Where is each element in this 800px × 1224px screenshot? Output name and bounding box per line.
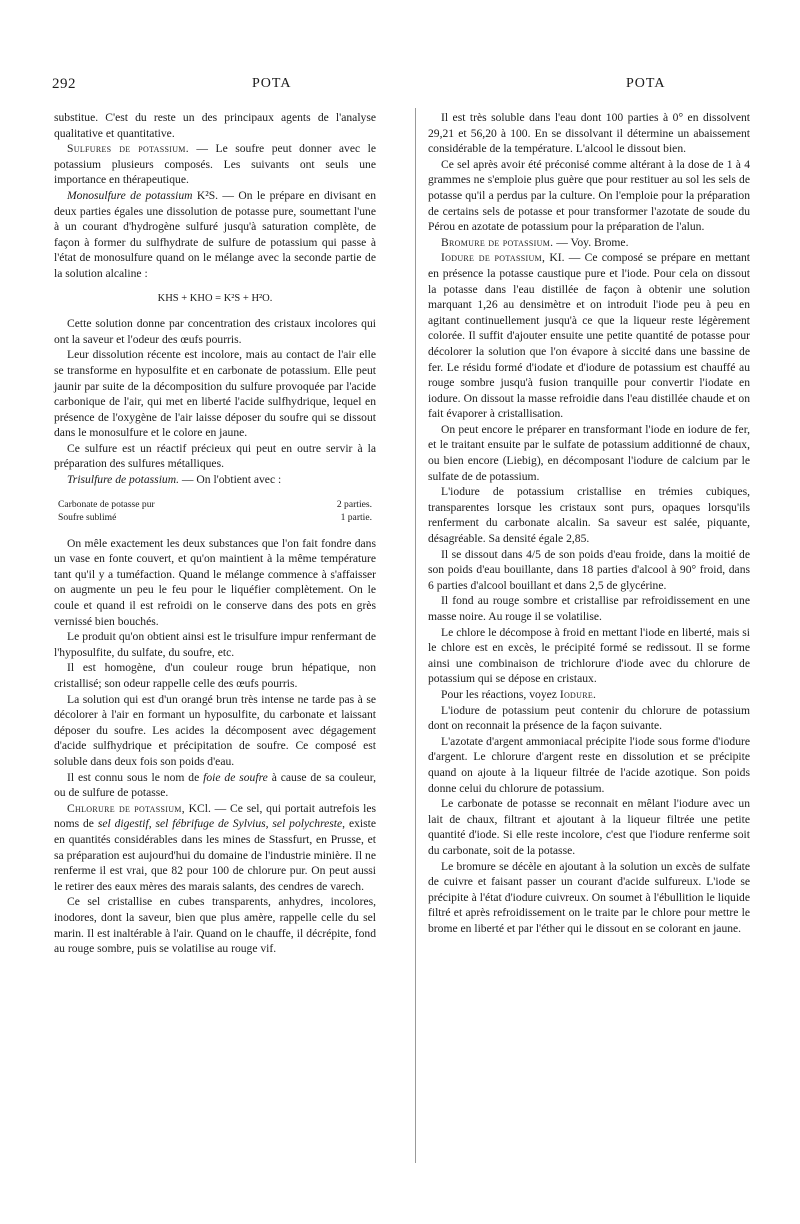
chemical-equation: KHS + KHO = K²S + H²O. bbox=[157, 292, 273, 304]
entry-sulfures bbox=[54, 141, 376, 188]
paragraph: Ce sel cristallise en cubes transparents, anhydres, incolores, inodores, dont la saveur, bien que plus amère, rappelle celle du sel marin. Il est inaltérable à l'air. Quand on le chauffe, il décrépite, fond au rouge sombre, puis se volatilise au rouge vif. bbox=[54, 895, 376, 956]
entry-text: KCl. — Ce sel, qui portait autrefois les noms de bbox=[54, 801, 376, 831]
column-divider bbox=[415, 108, 416, 1163]
left-column bbox=[54, 110, 376, 957]
entry-monosulfure bbox=[54, 188, 376, 282]
paragraph: L'azotate d'argent ammoniacal précipite l'iode sous forme d'iodure d'argent. Le chlorure d'argent reste en dissolution et se précipite quand on ajoute à la liqueur filtrée de l'acide azotique. Son poids donne celui du chlorure de potassium. bbox=[428, 734, 750, 795]
entry-text: , existe en quantités considérables dans les mines de Stassfurt, en Prusse, et sa préparation est aujourd'hui du domaine de l'industrie minière. Il ne renferme il est vrai, que 82 pour 100 de chlorure pur. On peut aussi le retirer des eaux mères des marais salants, des cendres de varech. bbox=[54, 817, 376, 893]
paragraph-reactions bbox=[428, 687, 750, 703]
paragraph: Il se dissout dans 4/5 de son poids d'eau froide, dans la moitié de son poids d'eau bouillante, dans 18 parties d'alcool à 90° froid, dans 6 parties d'alcool bouillant et dans 2,5 de glycérine. bbox=[428, 547, 750, 592]
recipe-quantity: 2 parties. bbox=[336, 498, 372, 510]
text-span: Pour les réactions, voyez bbox=[441, 687, 560, 701]
recipe-table bbox=[54, 498, 376, 524]
paragraph: Il est homogène, d'un couleur rouge brun hépatique, non cristallisé; son odeur rappelle celle des œufs pourris. bbox=[54, 661, 376, 690]
recipe-row bbox=[54, 498, 376, 511]
paragraph: Le produit qu'on obtient ainsi est le trisulfure impur renfermant de l'hyposulfite, du sulfate, du soufre, etc. bbox=[54, 630, 376, 659]
paragraph: Il fond au rouge sombre et cristallise par refroidissement en une masse noire. Au rouge il se volatilise. bbox=[428, 594, 750, 623]
emphasis-term: foie de soufre bbox=[203, 770, 268, 784]
entry-text: — Voy. Brome. bbox=[553, 235, 629, 249]
recipe-row bbox=[54, 511, 376, 524]
paragraph: Leur dissolution récente est incolore, mais au contact de l'air elle se transforme en hyposulfite et en carbonate de potassium. Elle peut jaunir par suite de la décomposition du sulfure provoquée par l'acide carbonique de l'air, qui met en liberté l'acide sulfhydrique, lequel en présence de l'oxygène de l'air laisse déposer du soufre qui se dissout dans le monosulfure et le colore en jaune. bbox=[54, 348, 376, 440]
entry-text: — On le prépare en divisant en deux parties égales une dissolution de potasse pure, soumettant l'une à un courant d'hydrogène sulfuré jusqu'à saturation complète, de façon à former du sulfhydrate de sulfure de potassium qui passe à l'état de monosulfure quand on le mélange avec la seconde partie de la solution alcaline : bbox=[54, 188, 376, 280]
paragraph: La solution qui est d'un orangé brun très intense ne tarde pas à se décolorer à l'air en formant un hyposulfite, du carbonate et laissant déposer du soufre. Les acides la décomposent avec dégagement d'acide sulfhydrique et précipitation de soufre. Ce composé est soluble dans deux fois son poids d'eau. bbox=[54, 692, 376, 768]
paragraph: L'iodure de potassium peut contenir du chlorure de potassium dont on reconnait la présence de la façon suivante. bbox=[428, 703, 750, 733]
paragraph: Le carbonate de potasse se reconnait en mêlant l'iodure avec un lait de chaux, filtrant et ajoutant à la liqueur filtrée une petite quantité d'iode. Si elle reste incolore, c'est que l'iodure renferme soit du carbonate, soit de la potasse. bbox=[428, 797, 750, 857]
paragraph: Le chlore le décompose à froid en mettant l'iode en liberté, mais si le chlore est en excès, le précipité formé se redissout. Il se forme ainsi une combinaison de trichlorure d'iode avec du chlorure de potassium qui se dépose en cristaux. bbox=[428, 625, 750, 686]
entry-trisulfure bbox=[54, 472, 376, 488]
paragraph: On peut encore le préparer en transformant l'iode en iodure de fer, et le traitant ensuite par le sulfate de potassium additionné de chaux, ou bien encore (Liebig), en décomposant l'iodure de calcium par le sulfate de de potassium. bbox=[428, 422, 750, 483]
paragraph: Ce sulfure est un réactif précieux qui peut en outre servir à la préparation des sulfures métalliques. bbox=[54, 441, 376, 471]
paragraph: Le bromure se décèle en ajoutant à la solution un excès de sulfate de cuivre et faisant passer un courant d'acide sulfureux. L'iode se précipite à l'état d'iodure cuivreux. On soumet à l'ébullition le liquide filtré et après refroidissement on le traite par le chlore pour mettre le brome en liberté et par l'éther qui le dissout en se colorant en jaune. bbox=[428, 859, 750, 935]
cross-reference: Iodure. bbox=[559, 687, 597, 701]
entry-chlorure bbox=[54, 801, 376, 895]
page-number: 292 bbox=[52, 76, 76, 92]
paragraph-foie bbox=[54, 770, 376, 801]
recipe-ingredient: Soufre sublimé bbox=[58, 511, 117, 523]
running-head-left: POTA bbox=[252, 76, 292, 91]
running-head-right: POTA bbox=[626, 76, 666, 91]
paragraph: L'iodure de potassium cristallise en trémies cubiques, transparentes lorsque les cristaux sont purs, opaques lorsqu'ils renferment du carbonate alcalin. Sa saveur est salée, piquante, désagréable. Sa densité égale 2,85. bbox=[428, 485, 750, 546]
chemical-formula: K²S. bbox=[192, 188, 219, 202]
paragraph: substitue. C'est du reste un des principaux agents de l'analyse qualitative et quantitative. bbox=[54, 111, 376, 140]
entry-text: — On l'obtient avec : bbox=[178, 473, 282, 487]
text-span: à cause de sa couleur, ou de sulfure de potasse. bbox=[54, 770, 376, 800]
entry-text: — Le soufre peut donner avec le potassium plusieurs composés. Les suivants ont seuls une importance en thérapeutique. bbox=[54, 142, 376, 187]
entry-iodure bbox=[428, 250, 750, 422]
entry-bromure bbox=[428, 235, 750, 251]
entry-term: Iodure de potassium, bbox=[441, 251, 546, 265]
paragraph: Ce sel après avoir été préconisé comme altérant à la dose de 1 à 4 grammes ne s'emploie plus guère que pour restituer au sol les sels de potasse qu'il a perdus par la culture. On l'emploie pour la préparation de certains sels de potasse et pour transformer l'azotate de soude du Pérou en azotate de potassium pour la préparation de l'alun. bbox=[428, 157, 750, 234]
running-header bbox=[52, 76, 752, 96]
emphasis-term: sel digestif, sel fébrifuge de Sylvius, sel polychreste bbox=[97, 817, 343, 831]
entry-term: Monosulfure de potassium bbox=[67, 188, 193, 202]
paragraph: Il est très soluble dans l'eau dont 100 parties à 0° en dissolvent 29,21 et 56,20 à 100. En se dissolvant il détermine un abaissement considérable de la température. L'alcool le dissout bien. bbox=[428, 111, 750, 156]
paragraph: On mêle exactement les deux substances que l'on fait fondre dans un vase en fonte couvert, et qu'on maintient à la même température tant qu'il y a tuméfaction. Quand le mélange commence à s'affaisser on augmente un peu le feu pour le liquéfier complètement. On le coule et quand il est refroidi on le conserve dans des pots en grès vernissé bien bouchés. bbox=[54, 536, 376, 628]
entry-term: Chlorure de potassium, bbox=[67, 801, 185, 815]
text-span: Il est connu sous le nom de bbox=[67, 770, 204, 784]
recipe-quantity: 1 partie. bbox=[340, 511, 372, 523]
paragraph: Cette solution donne par concentration des cristaux incolores qui ont la saveur et l'odeur des œufs pourris. bbox=[54, 317, 376, 346]
entry-text: KI. — Ce composé se prépare en mettant en présence la potasse caustique pure et l'iode. Pour cela on dissout la potasse dans l'eau distillée de façon à obtenir une solution marquant 1,26 au densimètre et on introduit l'iode peu à peu en agitant continuellement jusqu'à ce que la liqueur reste légèrement colorée. Il suffit d'ajouter ensuite une petite quantité de potasse pour décolorer la solution que l'on évapore à siccité dans une bassine de fer. Le résidu formé d'iodate et d'iodure de potassium est chauffé au rouge sombre jusqu'à fusion tranquille pour convertir l'iodate en iodure. On dissout la masse refroidie dans l'eau distillée chaude et on fait évaporer à cristallisation. bbox=[428, 251, 750, 421]
entry-term: Sulfures de potassium. bbox=[67, 142, 189, 156]
entry-term: Bromure de potassium. bbox=[441, 235, 554, 249]
entry-term: Trisulfure de potassium. bbox=[67, 473, 179, 487]
recipe-ingredient: Carbonate de potasse pur bbox=[58, 498, 155, 510]
right-column bbox=[428, 110, 750, 936]
